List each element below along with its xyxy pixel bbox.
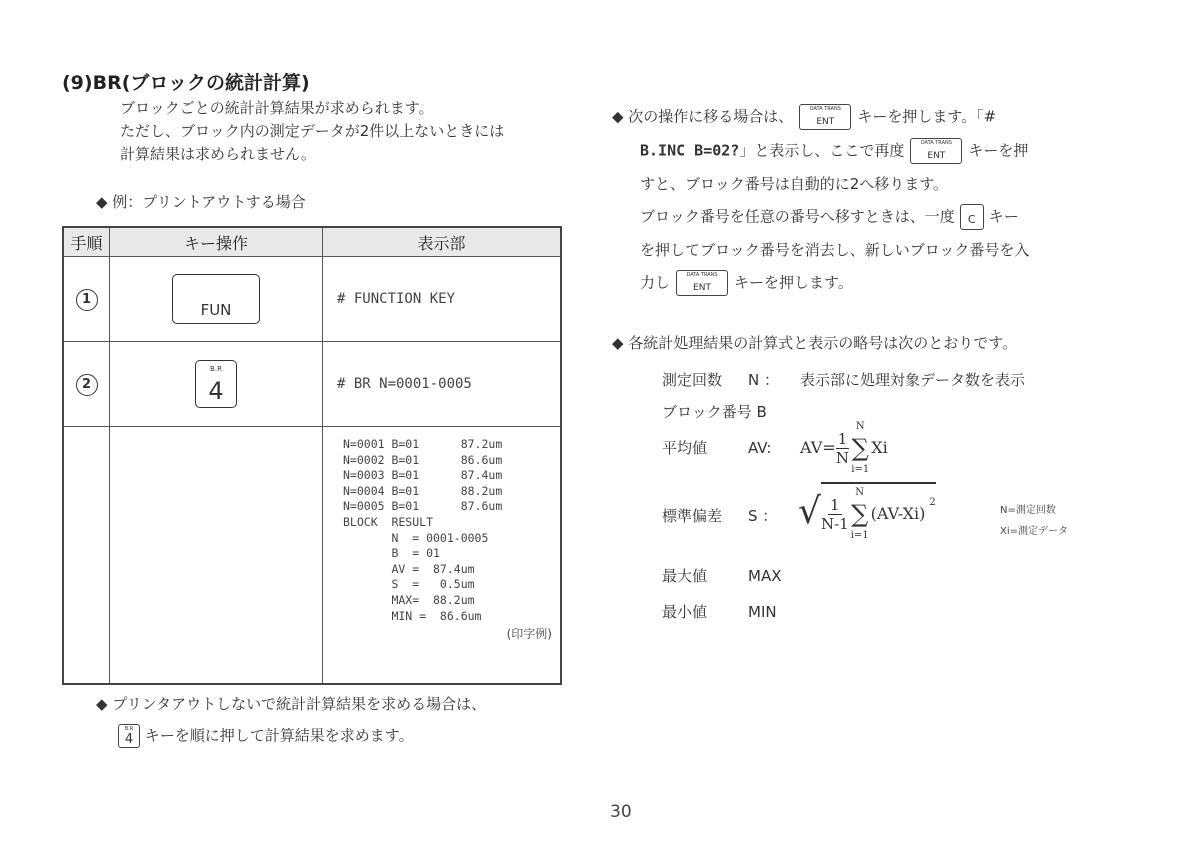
printout-line: S = 0.5um xyxy=(343,577,475,592)
formula-text: AV= xyxy=(800,438,836,457)
c-key-icon: C xyxy=(960,204,984,230)
br-4-key-icon xyxy=(118,724,140,748)
text: キー xyxy=(988,207,1019,226)
formula-text: (AV-Xi) xyxy=(870,504,926,523)
def-s-sym: S ： xyxy=(748,507,778,525)
key-sublabel: DATA TRANS xyxy=(920,140,952,146)
key-sublabel: DATA TRANS xyxy=(809,106,841,112)
display-message: B.INC B=02? xyxy=(640,141,740,160)
table-row xyxy=(63,427,561,684)
table-row xyxy=(63,257,561,342)
exponent: 2 xyxy=(929,496,936,508)
printout-line: N=0001 B=01 87.2um xyxy=(343,437,503,451)
display-text: # FUNCTION KEY xyxy=(323,257,562,342)
right-p1-line3: すと、ブロック番号は自動的に2へ移ります。 xyxy=(640,175,949,193)
printout xyxy=(323,427,562,684)
note-no-print-line1: ◆ プリンタアウトしないで統計計算結果を求める場合は、 xyxy=(96,695,487,713)
ent-key-icon xyxy=(676,270,728,296)
key-sublabel: B.R xyxy=(210,365,222,373)
right-p1-line6 xyxy=(640,270,853,296)
sum-lower: i=1 xyxy=(851,464,870,475)
key-label: 4 xyxy=(208,377,224,405)
def-n-label: 測定回数 xyxy=(662,371,723,389)
numerator: 1 xyxy=(830,495,840,514)
ent-key-icon xyxy=(910,138,962,164)
def-n-sym: N ： xyxy=(748,371,779,389)
printout-line: N=0002 B=01 86.6um xyxy=(343,452,503,467)
key-sublabel: B.R xyxy=(124,726,134,732)
printout-line: AV = 87.4um xyxy=(343,561,475,576)
display-text: # BR N=0001-0005 xyxy=(323,342,562,427)
text: 力し xyxy=(640,273,671,292)
key-label: 4 xyxy=(124,732,134,747)
printout-caption: (印字例) xyxy=(506,627,552,642)
printout-line: MAX= 88.2um xyxy=(343,592,475,607)
printout-line: N=0005 B=01 87.6um xyxy=(343,499,503,514)
key-label: ENT xyxy=(927,151,946,161)
intro-line: 計算結果は求められません。 xyxy=(120,145,316,163)
table-row xyxy=(63,342,561,427)
denominator: N xyxy=(835,448,850,467)
numerator: 1 xyxy=(837,429,848,448)
right-p2: ◆ 各統計処理結果の計算式と表示の略号は次のとおりです。 xyxy=(612,334,1018,352)
key-label: ENT xyxy=(693,283,711,293)
header-display: 表示部 xyxy=(323,227,562,257)
def-b-label: ブロック番号 B xyxy=(662,403,767,421)
def-s-label: 標準偏差 xyxy=(662,507,723,525)
text: 」と表示し、ここで再度 xyxy=(739,141,905,160)
text: ブロック番号を任意の番号へ移すときは、一度 xyxy=(640,207,955,226)
printout-line: N=0003 B=01 87.4um xyxy=(343,468,503,483)
text: キーを押します。「# xyxy=(857,107,997,126)
header-key: キー操作 xyxy=(110,227,323,257)
key-label: ENT xyxy=(816,117,835,127)
page-number: 30 xyxy=(610,802,632,822)
sum-icon: N ∑ i=1 xyxy=(850,487,869,541)
text: キーを押 xyxy=(968,141,1029,160)
denominator: N-1 xyxy=(820,514,849,533)
formula-note-2: Xi=測定データ xyxy=(1000,526,1069,537)
procedure-table xyxy=(62,226,562,685)
av-formula xyxy=(800,420,888,476)
br-4-key-icon xyxy=(195,360,237,408)
text: ◆ 次の操作に移る場合は、 xyxy=(612,107,794,126)
header-step: 手順 xyxy=(63,227,110,257)
printout-line: N=0004 B=01 88.2um xyxy=(343,483,503,498)
def-min-label: 最小値 xyxy=(662,603,708,621)
right-p1-line2 xyxy=(640,138,1028,164)
sum-upper: N xyxy=(855,421,865,432)
printout-line: BLOCK RESULT xyxy=(343,514,434,529)
def-max-sym: MAX xyxy=(748,567,782,585)
key-sublabel: DATA TRANS xyxy=(686,272,718,278)
example-label: ◆ 例：プリントアウトする場合 xyxy=(96,193,306,211)
s-formula xyxy=(798,482,936,542)
intro-line: ブロックごとの統計計算結果が求められます。 xyxy=(120,99,434,117)
def-min-sym: MIN xyxy=(748,603,777,621)
printout-line: N = 0001-0005 xyxy=(343,530,489,545)
printout-line: B = 01 xyxy=(343,546,440,561)
section-heading: (9)BR(ブロックの統計計算) xyxy=(62,72,310,94)
formula-note-1: N=測定回数 xyxy=(1000,505,1056,516)
def-max-label: 最大値 xyxy=(662,567,708,585)
right-p1-line4 xyxy=(640,204,1019,230)
sum-lower: i=1 xyxy=(850,530,869,541)
right-p1-line5: を押してブロック番号を消去し、新しいブロック番号を入 xyxy=(640,241,1030,259)
sum-icon: N ∑ i=1 xyxy=(851,421,870,475)
step-number: 1 xyxy=(76,289,98,311)
def-av-label: 平均値 xyxy=(662,439,708,457)
note-text: キーを順に押して計算結果を求めます。 xyxy=(144,726,414,745)
note-no-print-line2 xyxy=(118,724,414,748)
def-av-sym: AV: xyxy=(748,439,772,457)
sum-upper: N xyxy=(855,487,865,498)
right-p1-line1 xyxy=(612,104,996,130)
step-number: 2 xyxy=(76,374,98,396)
fun-key-icon xyxy=(172,274,260,324)
ent-key-icon xyxy=(799,104,851,130)
intro-line: ただし、ブロック内の測定データが2件以上ないときには xyxy=(120,122,505,140)
formula-text: Xi xyxy=(871,438,888,457)
text: キーを押します。 xyxy=(734,273,853,292)
sqrt-icon: √ xyxy=(798,491,821,532)
def-n-desc: 表示部に処理対象データ数を表示 xyxy=(800,371,1026,389)
key-label: FUN xyxy=(200,301,232,319)
printout-line: MIN = 86.6um xyxy=(343,608,482,623)
